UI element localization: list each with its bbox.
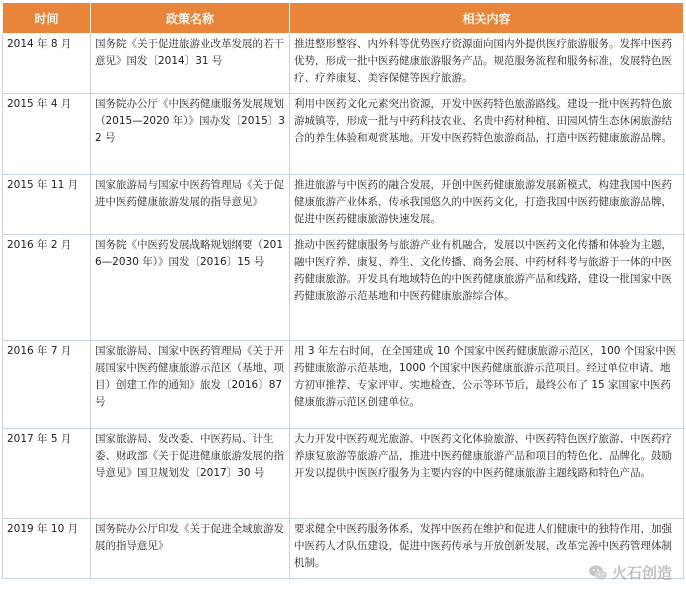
table-row [3,429,684,519]
cell-time: 2017 年 5 月 [3,429,91,519]
header-time: 时间 [3,3,91,34]
cell-policy: 国务院办公厅印发《关于促进全域旅游发展的指导意见》 [91,519,290,579]
cell-policy: 国务院《中医药发展战略规划纲要（2016—2030 年）》国发〔2016〕15 号 [91,235,290,341]
cell-policy: 国务院办公厅《中医药健康服务发展规划（2015—2020 年）》国办发〔2015〕32 号 [91,94,290,175]
cell-content: 利用中医药文化元素突出资源，开发中医药特色旅游路线。建设一批中医药特色旅游城镇等，形成一批与中药科技农业、名贵中药材种植、田园风情生态休闲旅游结合的养生体验和观赏基地。开发中医药特色旅游商品，打造中医药健康旅游品牌。 [290,94,684,175]
table-row [3,94,684,175]
cell-content: 推动中医药健康服务与旅游产业有机融合，发展以中医药文化传播和体验为主题，融中医疗养、康复、养生、文化传播、商务会展、中药材科考与旅游于一体的中医药健康旅游。开发具有地域特色的中医药健康旅游产品和线路，建设一批国家中医药健康旅游示范基地和中医药健康旅游综合体。 [290,235,684,341]
cell-policy: 国务院《关于促进旅游业改革发展的若干意见》国发〔2014〕31 号 [91,34,290,94]
cell-time: 2014 年 8 月 [3,34,91,94]
table-row [3,235,684,341]
table-header-row [3,3,684,34]
table-row [3,34,684,94]
table-row [3,175,684,235]
cell-content: 大力开发中医药观光旅游、中医药文化体验旅游、中医药特色医疗旅游、中医药疗养康复旅游等旅游产品，推进中医药健康旅游产品和项目的特色化、品牌化。鼓励开发以提供中医医疗服务为主要内容的中医药健康旅游主题线路和特色产品。 [290,429,684,519]
cell-policy: 国家旅游局、国家中医药管理局《关于开展国家中医药健康旅游示范区（基地、项目）创建工作的通知》旅发〔2016〕87 号 [91,341,290,429]
cell-time: 2019 年 10 月 [3,519,91,579]
watermark-text: 火石创造 [611,564,672,582]
wechat-icon [588,563,608,583]
header-policy-name: 政策名称 [91,3,290,34]
cell-policy: 国家旅游局与国家中医药管理局《关于促进中医药健康旅游发展的指导意见》 [91,175,290,235]
cell-time: 2016 年 2 月 [3,235,91,341]
table-row [3,341,684,429]
cell-content: 推进旅游与中医药的融合发展，开创中医药健康旅游发展新模式，构建我国中医药健康旅游产业体系，传承我国悠久的中医药文化，打造我国中医药健康旅游品牌，促进中医药健康旅游快速发展。 [290,175,684,235]
cell-policy: 国家旅游局、发改委、中医药局、计生委、财政部《关于促进健康旅游发展的指导意见》国卫规划发〔2017〕30 号 [91,429,290,519]
cell-content: 用 3 年左右时间，在全国建成 10 个国家中医药健康旅游示范区，100 个国家中医药健康旅游示范基地，1000 个国家中医药健康旅游示范项目。经过单位申请、地方初审推荐、专家评审、实地检查、公示等环节后，最终公布了 15 家国家中医药健康旅游示范区创建单位。 [290,341,684,429]
cell-content: 推进整形整容、内外科等优势医疗资源面向国内外提供医疗旅游服务。发挥中医药优势，形成一批中医药健康旅游服务产品。规范服务流程和服务标准，发展特色医疗、疗养康复、美容保健等医疗旅游。 [290,34,684,94]
policy-table [2,2,684,579]
table-row [3,519,684,579]
cell-time: 2016 年 7 月 [3,341,91,429]
cell-time: 2015 年 11 月 [3,175,91,235]
cell-time: 2015 年 4 月 [3,94,91,175]
cell-content: 要求健全中医药服务体系，发挥中医药在维护和促进人们健康中的独特作用，加强中医药人才队伍建设，促进中医药传承与开放创新发展，改革完善中医药管理体制机制。 [290,519,684,579]
watermark [588,562,672,583]
header-content: 相关内容 [290,3,684,34]
